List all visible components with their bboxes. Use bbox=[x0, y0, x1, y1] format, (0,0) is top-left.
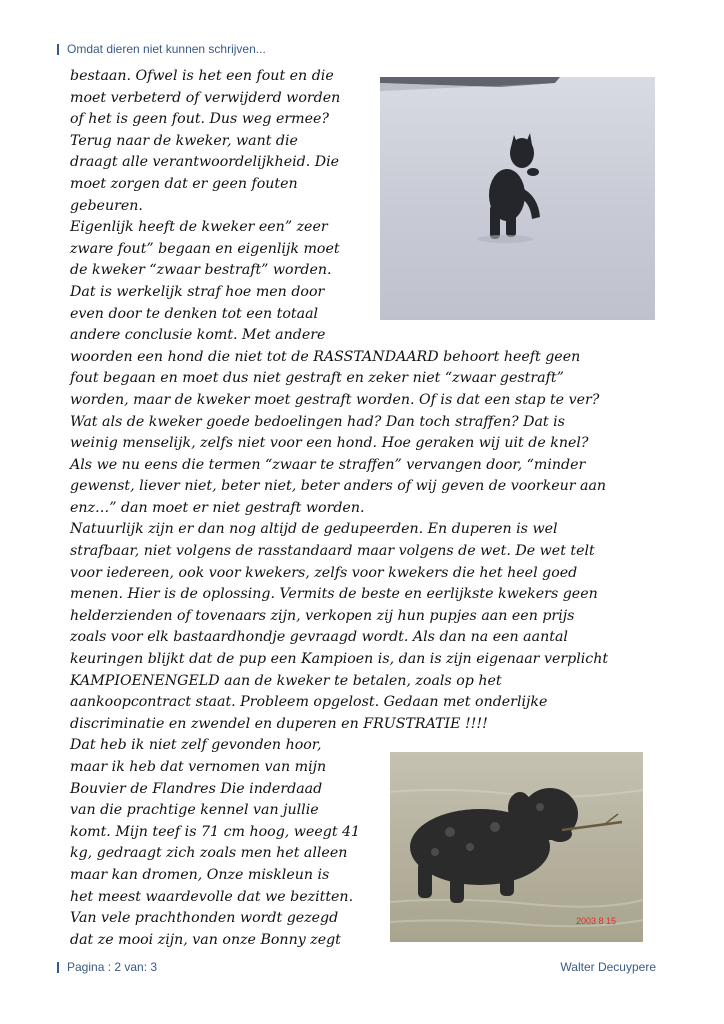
text-line: even door te denken tot een totaal bbox=[70, 305, 319, 322]
footer-author: Walter Decuypere bbox=[560, 960, 656, 974]
page-footer-left bbox=[57, 960, 157, 974]
text-line: andere conclusie komt. Met andere bbox=[70, 327, 326, 344]
text-line: helderzienden of tovenaars zijn, verkopen zij hun pupjes aan een prijs bbox=[70, 607, 575, 624]
text-line: Dat is werkelijk straf hoe men door bbox=[70, 283, 325, 300]
text-line: fout begaan en moet dus niet gestraft en zeker niet “zwaar gestraft” bbox=[70, 370, 564, 387]
text-line: maar ik heb dat vernomen van mijn bbox=[70, 759, 327, 775]
text-line: gebeuren. bbox=[70, 197, 143, 214]
page-number-label: Pagina : 2 van: 3 bbox=[67, 960, 158, 974]
text-line: komt. Mijn teef is 71 cm hoog, weegt 41 bbox=[70, 823, 361, 840]
text-line: zware fout” begaan en eigenlijk moet bbox=[70, 240, 340, 257]
text-line: moet zorgen dat er geen fouten bbox=[70, 175, 298, 192]
text-line: worden, maar de kweker moet gestraft worden. Of is dat een stap te ver? bbox=[70, 391, 600, 408]
text-line: zoals voor elk bastaardhondje gevraagd wordt. Als dan na een aantal bbox=[70, 629, 568, 646]
text-line: Als we nu eens die termen “zwaar te straffen” vervangen door, “minder bbox=[70, 456, 586, 473]
text-line: van die prachtige kennel van jullie bbox=[70, 802, 319, 819]
text-line: kg, gedraagt zich zoals men het alleen bbox=[70, 845, 348, 862]
text-line: moet verbeterd of verwijderd worden bbox=[70, 89, 341, 106]
text-line: weinig menselijk, zelfs niet voor een hond. Hoe geraken wij uit de knel? bbox=[70, 435, 589, 452]
text-line: menen. Hier is de oplossing. Vermits de beste en eerlijkste kwekers geen bbox=[70, 586, 598, 603]
photo-date-stamp: 2003 8 15 bbox=[576, 916, 617, 926]
text-line: strafbaar, niet volgens de rasstandaard maar volgens de wet. De wet telt bbox=[70, 543, 595, 560]
text-line: Natuurlijk zijn er dan nog altijd de gedupeerden. En duperen is wel bbox=[70, 521, 558, 538]
text-line: draagt alle verantwoordelijkheid. Die bbox=[70, 154, 340, 171]
text-line: dat ze mooi zijn, van onze Bonny zegt bbox=[70, 931, 341, 948]
dog-in-water-photo bbox=[390, 752, 643, 942]
text-line: Bouvier de Flandres Die inderdaad bbox=[70, 780, 323, 797]
text-line: woorden een hond die niet tot de RASSTANDAARD behoort heeft geen bbox=[70, 348, 581, 365]
text-line: Terug naar de kweker, want die bbox=[70, 132, 298, 149]
text-line: Wat als de kweker goede bedoelingen had? Dan toch straffen? Dat is bbox=[70, 413, 565, 430]
footer-bar bbox=[57, 962, 59, 973]
text-line: het meest waardevolle dat we bezitten. bbox=[70, 888, 354, 905]
text-line: maar kan dromen, Onze miskleun is bbox=[70, 866, 330, 883]
text-line: bestaan. Ofwel is het een fout en die bbox=[70, 68, 334, 84]
text-line: discriminatie en zwendel en duperen en FRUSTRATIE !!!! bbox=[70, 715, 488, 732]
text-line: Eigenlijk heeft de kweker een” zeer bbox=[70, 219, 328, 236]
dog-in-snow-photo bbox=[380, 77, 655, 320]
page-header bbox=[57, 42, 266, 56]
text-line: KAMPIOENENGELD aan de kweker te betalen, zoals op het bbox=[70, 672, 502, 689]
text-line: de kweker “zwaar bestraft” worden. bbox=[70, 262, 332, 279]
text-line: Van vele prachthonden wordt gezegd bbox=[70, 910, 339, 927]
text-line: enz…” dan moet er niet gestraft worden. bbox=[70, 499, 365, 516]
text-line: keuringen blijkt dat de pup een Kampioen is, dan is zijn eigenaar verplicht bbox=[70, 651, 609, 668]
header-title: Omdat dieren niet kunnen schrijven... bbox=[67, 42, 266, 56]
text-line: Dat heb ik niet zelf gevonden hoor, bbox=[70, 737, 322, 754]
header-bar bbox=[57, 44, 59, 55]
text-line: of het is geen fout. Dus weg ermee? bbox=[70, 111, 330, 128]
text-line: voor iedereen, ook voor kwekers, zelfs voor kwekers die het heel goed bbox=[70, 564, 578, 581]
text-line: gewenst, liever niet, beter niet, beter anders of wij geven de voorkeur aan bbox=[70, 478, 607, 495]
text-line: aankoopcontract staat. Probleem opgelost. Gedaan met onderlijke bbox=[70, 694, 548, 711]
